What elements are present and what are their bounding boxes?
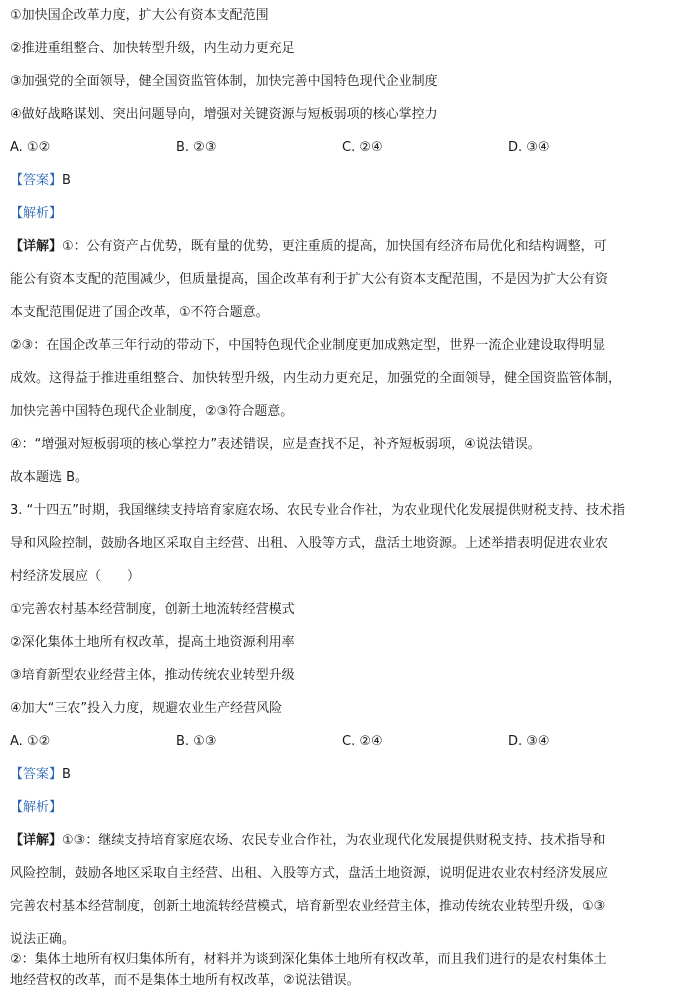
q3-detail-line-4: 说法正确。 bbox=[10, 932, 76, 947]
analysis-tag: 【解析】 bbox=[10, 800, 63, 815]
answer-value: B bbox=[62, 173, 71, 188]
q2-detail-line-1 bbox=[10, 237, 682, 257]
q2-detail-line-5: 成效。这得益于推进重组整合、加快转型升级，内生动力更充足，加强党的全面领导，健全国资监管体制， bbox=[10, 371, 622, 386]
detail-text: ①：公有资产占优势，既有量的优势，更注重质的提高，加快国有经济布局优化和结构调整，可 bbox=[62, 239, 607, 254]
q2-detail-line-7: ④：“增强对短板弱项的核心掌控力”表述错误，应是查找不足，补齐短板弱项，④说法错误。 bbox=[10, 437, 541, 452]
q2-detail-line-4: ②③：在国企改革三年行动的带动下，中国特色现代企业制度更加成熟定型，世界一流企业建设取得明显 bbox=[10, 338, 606, 353]
q3-answer bbox=[10, 765, 682, 785]
q2-detail-line-6: 加快完善中国特色现代企业制度，②③符合题意。 bbox=[10, 404, 294, 419]
q3-statement-2: ②深化集体土地所有权改革，提高土地资源利用率 bbox=[10, 635, 295, 650]
detail-tag: 【详解】 bbox=[10, 833, 63, 848]
q3-detail-line-5: ②：集体土地所有权归集体所有，材料并为谈到深化集体土地所有权改革，而且我们进行的是农村集体土 bbox=[10, 952, 607, 967]
answer-tag: 【答案】 bbox=[10, 767, 63, 782]
detail-tag: 【详解】 bbox=[10, 239, 63, 254]
q3-detail-line-3: 完善农村基本经营制度，创新土地流转经营模式，培育新型农业经营主体，推动传统农业转型升级，①③ bbox=[10, 899, 606, 914]
q3-detail-line-2: 风险控制，鼓励各地区采取自主经营、出租、入股等方式，盘活土地资源，说明促进农业农村经济发展应 bbox=[10, 866, 609, 881]
q3-stem-line-1: 3. “十四五”时期，我国继续支持培育家庭农场、农民专业合作社，为农业现代化发展提供财税支持、技术指 bbox=[10, 503, 626, 518]
analysis-tag: 【解析】 bbox=[10, 206, 63, 221]
q2-statement-4: ④做好战略谋划、突出问题导向，增强对关键资源与短板弱项的核心掌控力 bbox=[10, 107, 438, 122]
q2-option-a: A. ①② bbox=[10, 140, 51, 155]
q3-detail-line-6: 地经营权的改革，而不是集体土地所有权改革，②说法错误。 bbox=[10, 973, 360, 988]
q3-stem-line-3: 村经济发展应（ ） bbox=[10, 569, 141, 584]
q3-options bbox=[10, 732, 682, 752]
q2-detail-line-3: 本支配范围促进了国企改革，①不符合题意。 bbox=[10, 305, 269, 320]
q2-analysis bbox=[10, 204, 682, 224]
q3-analysis bbox=[10, 798, 682, 818]
q2-options bbox=[10, 138, 682, 158]
q2-option-c: C. ②④ bbox=[342, 140, 383, 155]
q2-option-b: B. ②③ bbox=[176, 140, 217, 155]
answer-tag: 【答案】 bbox=[10, 173, 63, 188]
answer-value: B bbox=[62, 767, 71, 782]
q2-answer bbox=[10, 171, 682, 191]
q2-option-d: D. ③④ bbox=[508, 140, 550, 155]
q2-statement-1: ①加快国企改革力度，扩大公有资本支配范围 bbox=[10, 8, 269, 23]
q3-option-b: B. ①③ bbox=[176, 734, 217, 749]
detail-text: ①③：继续支持培育家庭农场、农民专业合作社，为农业现代化发展提供财税支持、技术指导和 bbox=[62, 833, 606, 848]
q3-statement-3: ③培育新型农业经营主体，推动传统农业转型升级 bbox=[10, 668, 295, 683]
q3-statement-4: ④加大“三农”投入力度，规避农业生产经营风险 bbox=[10, 701, 283, 716]
q3-statement-1: ①完善农村基本经营制度，创新土地流转经营模式 bbox=[10, 602, 295, 617]
q2-conclusion: 故本题选 B。 bbox=[10, 470, 89, 485]
q2-statement-3: ③加强党的全面领导，健全国资监管体制，加快完善中国特色现代企业制度 bbox=[10, 74, 438, 89]
q3-detail-line-1 bbox=[10, 831, 682, 851]
q2-statement-2: ②推进重组整合、加快转型升级，内生动力更充足 bbox=[10, 41, 295, 56]
q3-option-d: D. ③④ bbox=[508, 734, 550, 749]
q3-option-a: A. ①② bbox=[10, 734, 51, 749]
q3-option-c: C. ②④ bbox=[342, 734, 383, 749]
q2-detail-line-2: 能公有资本支配的范围减少，但质量提高，国企改革有利于扩大公有资本支配范围，不是因为扩大公有资 bbox=[10, 272, 609, 287]
q3-stem-line-2: 导和风险控制，鼓励各地区采取自主经营、出租、入股等方式，盘活土地资源。上述举措表明促进农业农 bbox=[10, 536, 609, 551]
